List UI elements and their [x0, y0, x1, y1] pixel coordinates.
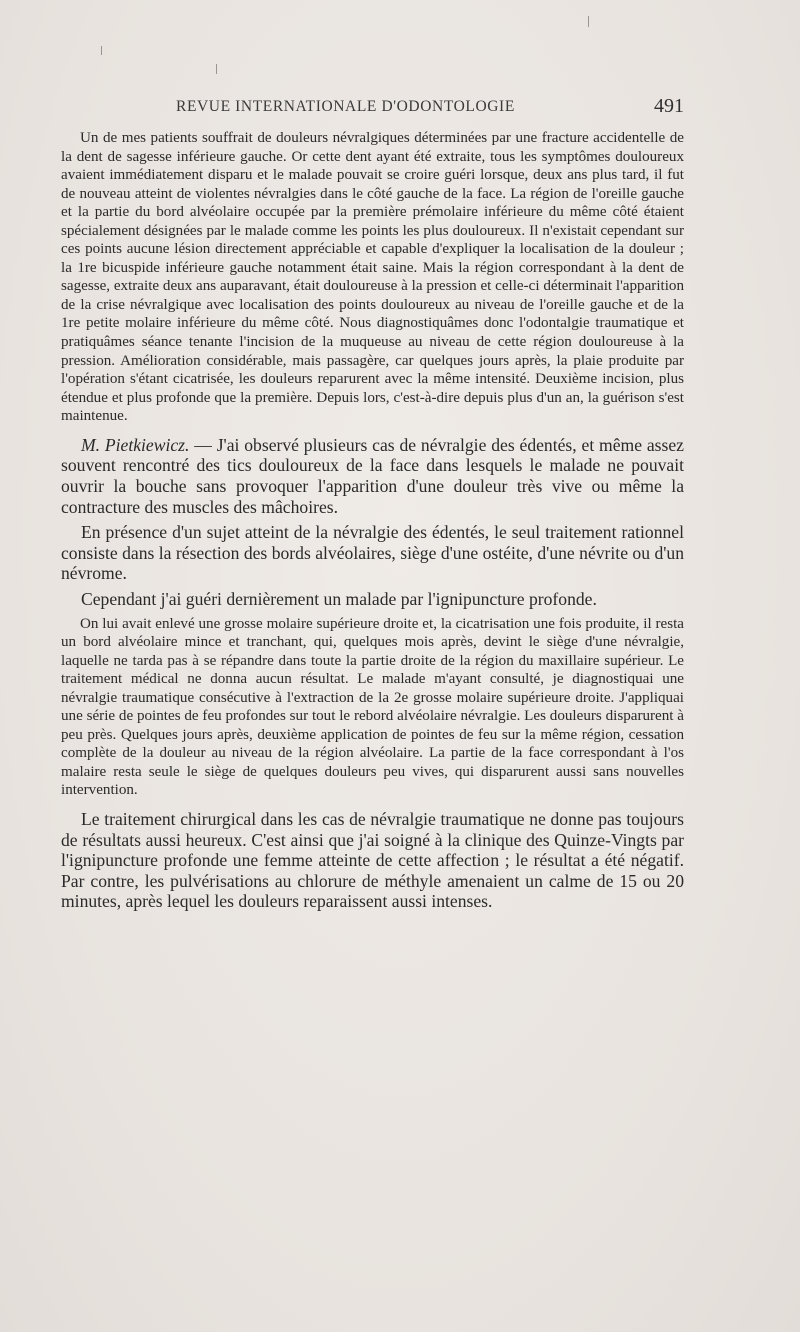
page-header [176, 95, 684, 122]
speaker-name: M. Pietkiewicz. [81, 434, 190, 455]
paragraph-molar-case: On lui avait enlevé une grosse molaire supérieure droite et, la cicatrisation une fois produite, il resta un bord alvéolaire mince et tranchant, qui, quelques mois après, devint le siège d'une névralgie, laquelle ne tarda pas à se répandre dans toute la partie droite de la région du maxillaire supérieur. Le traitement médical ne donna aucun résultat. Le malade m'ayant consulté, je diagnostiquai une névralgie traumatique consécutive à l'extraction de la 2e grosse molaire supérieure droite. J'appliquai une série de pointes de feu profondes sur tout le rebord alvéolaire névralgie. Les douleurs disparurent à peu près. Quelques jours après, deuxième application de pointes de feu sur la même région, cessation complète de la douleur au niveau de la région alvéolaire. La partie de la face correspondant à l'os malaire resta seule le siège de quelques douleurs peu vives, qui disparurent aussi sans nouvelles intervention. [61, 615, 684, 799]
scan-fleck [588, 16, 589, 27]
paragraph-treatment: En présence d'un sujet atteint de la névralgie des édentés, le seul traitement rationnel consiste dans la résection des bords alvéolaires, siège d'une ostéite, d'une névrite ou d'un névrome. [61, 522, 684, 584]
page-number: 491 [654, 95, 684, 117]
body-text [61, 129, 684, 912]
paragraph-surgical-treatment: Le traitement chirurgical dans les cas de névralgie traumatique ne donne pas toujours de résultats aussi heureux. C'est ainsi que j'ai soigné à la clinique des Quinze-Vingts par l'ignipuncture profonde une femme atteinte de cette affection ; le résultat a été négatif. Par contre, les pulvérisations au chlorure de méthyle amenaient un calme de 15 ou 20 minutes, après lequel les douleurs reparaissent aussi intenses. [61, 808, 684, 912]
paragraph-case-report: Un de mes patients souffrait de douleurs névralgiques déterminées par une fracture accidentelle de la dent de sagesse inférieure gauche. Or cette dent ayant été extraite, tous les symptômes douloureux avaient immédiatement disparu et le malade pouvait se croire guéri lorsque, deux ans plus tard, il fut de nouveau atteint de violentes névralgies dans le côté gauche de la face. La région de l'oreille gauche et la partie du bord alvéolaire occupée par la première prémolaire inférieure du même côté étaient spécialement désignées par le malade comme les points les plus douloureux. Il n'existait cependant sur ces points aucune lésion directement appréciable et capable d'expliquer la localisation de la douleur ; la 1re bicuspide inférieure gauche notamment était saine. Mais la région correspondant à la dent de sagesse, extraite deux ans auparavant, était douloureuse à la pression et celle-ci déterminait l'apparition de la crise névralgique avec localisation des points douloureux au niveau de l'oreille gauche et de la 1re petite molaire inférieure du même côté. Nous diagnostiquâmes donc l'odontalgie traumatique et pratiquâmes séance tenante l'incision de la muqueuse au niveau de cette région douloureuse à la pression. Amélioration considérable, mais passagère, car quelques jours après, la plaie produite par l'opération s'étant cicatrisée, les douleurs reparurent avec la même intensité. Deuxième incision, plus étendue et plus profonde que la première. Depuis lors, c'est-à-dire depuis plus d'un an, la guérison s'est maintenue. [61, 130, 684, 425]
paragraph-text: — J'ai observé plusieurs cas de névralgie des édentés, et même assez souvent rencontré des tics douloureux de la face dans lesquels le malade ne pouvait ouvrir la bouche sans provoquer l'apparition d'une douleur très vive ou même la contracture des muscles des mâchoires. [61, 434, 684, 517]
scan-fleck [216, 64, 217, 74]
running-title: REVUE INTERNATIONALE D'ODONTOLOGIE [176, 98, 515, 115]
paragraph-pietkiewicz-remarks [61, 435, 684, 517]
scan-fleck [101, 46, 102, 55]
paragraph-ignipuncture: Cependant j'ai guéri dernièrement un malade par l'ignipuncture profonde. [81, 588, 597, 609]
